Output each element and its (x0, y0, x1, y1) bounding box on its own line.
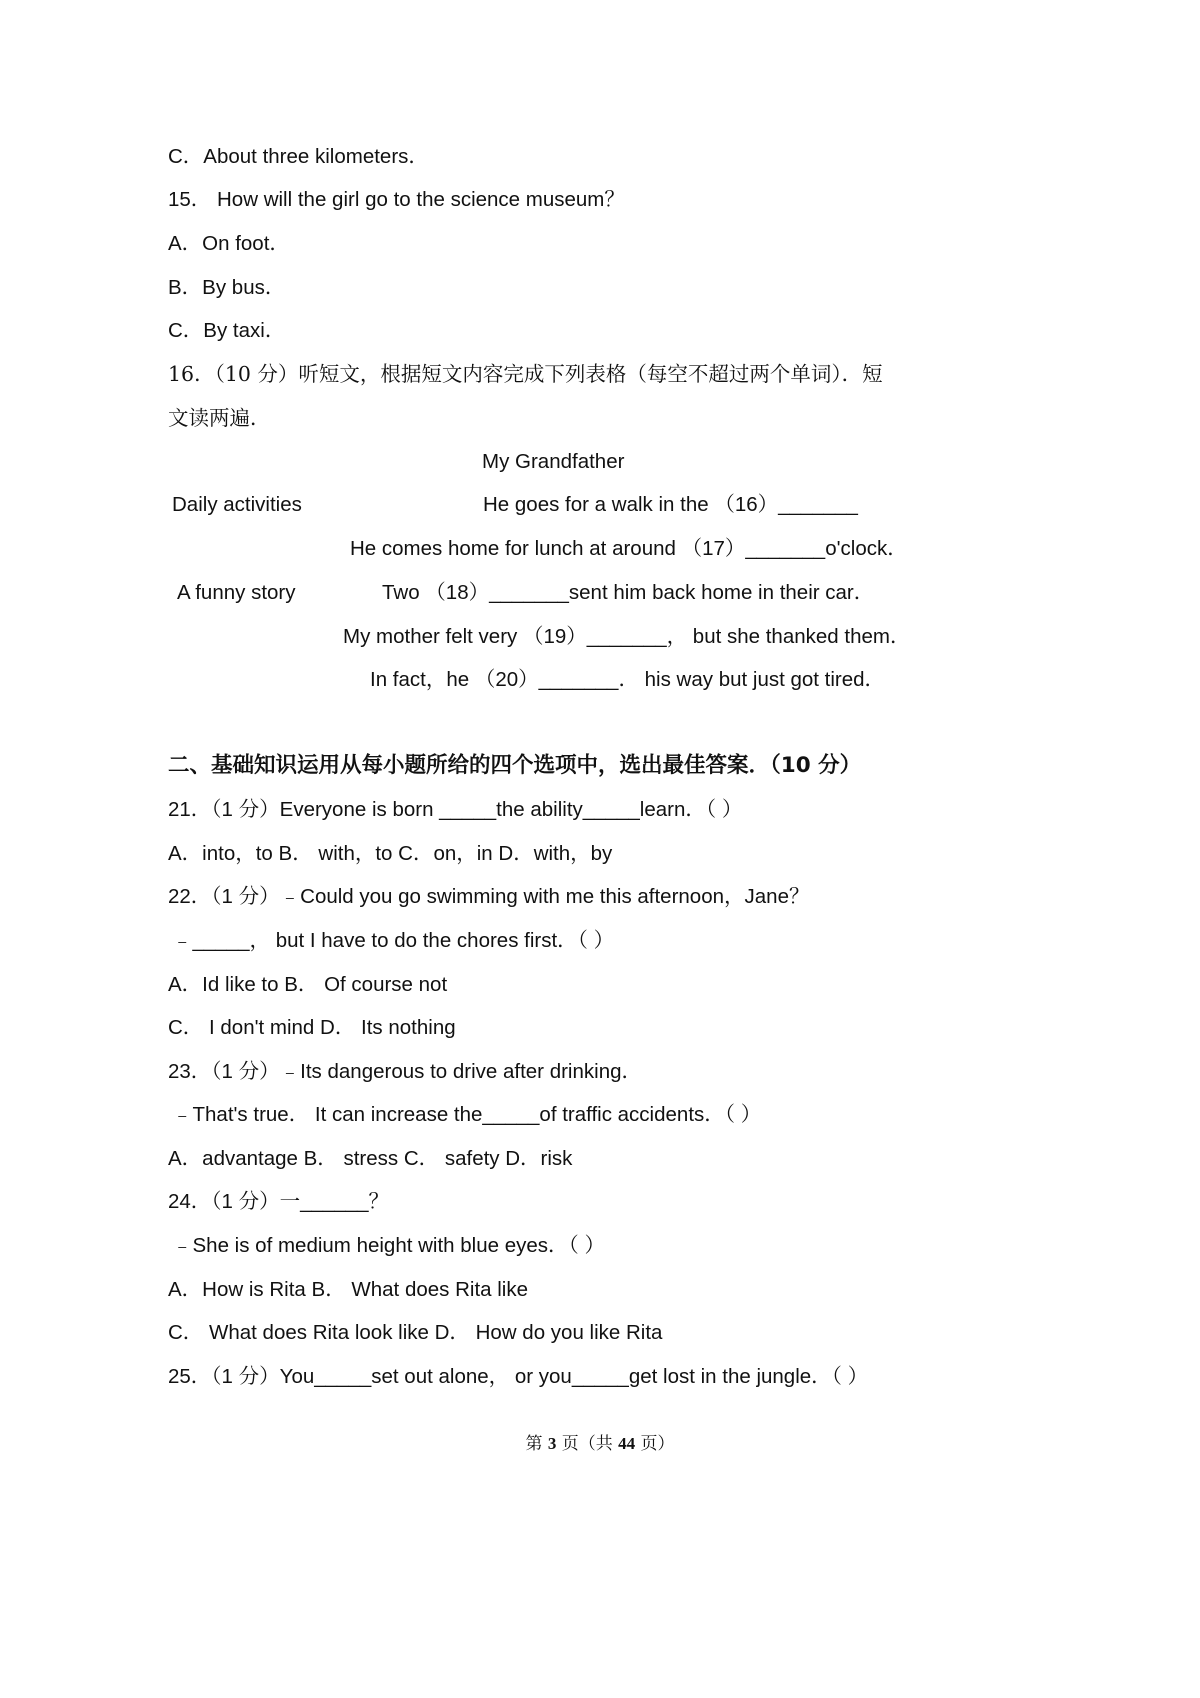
story-item-18: Two （18）_______sent him back home in their car． (382, 581, 875, 604)
q14-option-c: C．About three kilometers． (168, 145, 429, 168)
q24-stem: 24．（1 分）一______？ (168, 1190, 390, 1213)
q25-stem: 25．（1 分）You_____set out alone， or you_____get lost in the jungle．（ ） (168, 1365, 869, 1388)
q15-option-a: A．On foot． (168, 232, 290, 255)
q21-options: A．into，to B． with，to C．on，in D．with，by (168, 842, 613, 865)
q24-response: ﹣She is of medium height with blue eyes．（ ） (172, 1234, 605, 1257)
section-heading: 二、基础知识运用从每小题所给的四个选项中，选出最佳答案．（10 分） (168, 753, 862, 778)
page-footer (0, 1433, 1200, 1455)
daily-item-16: He goes for a walk in the （16）_______ (483, 493, 858, 516)
q24-options-ab: A．How is Rita B． What does Rita like (168, 1278, 529, 1301)
q22-stem: 22．（1 分）﹣Could you go swimming with me this afternoon，Jane？ (168, 885, 810, 908)
table-title: My Grandfather (482, 450, 625, 473)
q15-option-c: C．By taxi． (168, 319, 286, 342)
footer-middle: 页（共 (556, 1434, 619, 1454)
q16-instruction-cont: 文读两遍． (168, 406, 271, 430)
daily-item-17: He comes home for lunch at around （17）_______o'clock． (350, 537, 908, 560)
q22-options-cd: C． I don't mind D． Its nothing (168, 1016, 456, 1039)
q15-stem: 15． How will the girl go to the science museum？ (168, 188, 625, 211)
label-daily-activities: Daily activities (172, 493, 302, 516)
q21-stem: 21．（1 分）Everyone is born _____the ability_____learn．（ ） (168, 798, 743, 821)
story-item-20: In fact，he （20）_______． his way but just got tired． (370, 668, 886, 691)
story-item-19: My mother felt very （19）_______， but she thanked them． (343, 625, 911, 648)
q15-option-b: B．By bus． (168, 276, 286, 299)
q22-options-ab: A．Id like to B． Of course not (168, 973, 448, 996)
q16-instruction: 16．（10 分）听短文，根据短文内容完成下列表格（每空不超过两个单词）．短 (168, 362, 883, 386)
footer-page-number: 3 (547, 1434, 557, 1453)
footer-prefix: 第 (525, 1434, 548, 1454)
q24-options-cd: C． What does Rita look like D． How do you like Rita (168, 1321, 663, 1344)
footer-suffix: 页） (635, 1434, 675, 1454)
q22-response: ﹣_____， but I have to do the chores first．（ ） (172, 929, 615, 952)
q23-stem: 23．（1 分）﹣Its dangerous to drive after drinking． (168, 1060, 642, 1083)
label-funny-story: A funny story (177, 581, 296, 604)
q23-response: ﹣That's true． It can increase the_____of traffic accidents．（ ） (172, 1103, 762, 1126)
footer-total-pages: 44 (618, 1434, 636, 1453)
q23-options: A．advantage B． stress C． safety D．risk (168, 1147, 573, 1170)
